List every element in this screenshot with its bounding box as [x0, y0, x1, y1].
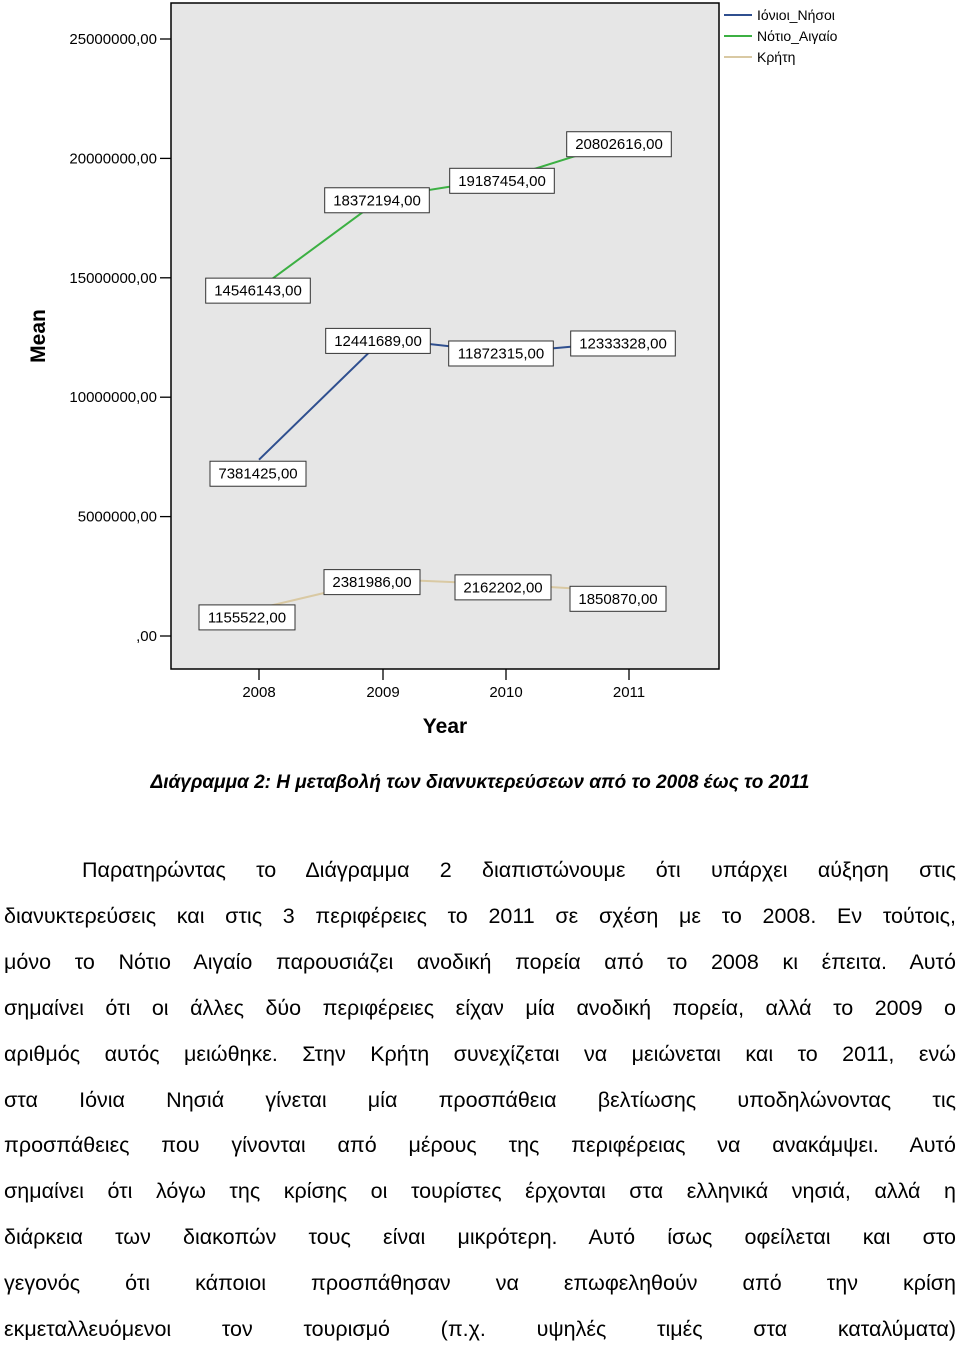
y-tick-label: 20000000,00 [69, 150, 157, 168]
data-label: 18372194,00 [333, 192, 421, 210]
paragraph-line: σημαίνει ότι οι άλλες δύο περιφέρειες είχαν μία ανοδική πορεία, αλλά το 2009 ο [4, 995, 956, 1020]
paragraph-line: διάρκεια των διακοπών τους είναι μικρότερη. Αυτό ίσως οφείλεται και στο [4, 1225, 956, 1250]
y-tick-label: ,00 [136, 628, 157, 645]
y-axis-title: Mean [27, 309, 50, 363]
body-paragraph [4, 848, 956, 1353]
paragraph-line: στα Ιόνια Νησιά γίνεται μία προσπάθεια βελτίωσης υποδηλώνοντας τις [4, 1087, 956, 1112]
x-tick-label: 2008 [242, 684, 276, 701]
x-axis-title: Year [422, 715, 468, 738]
paragraph-line: γεγονός ότι κάποιοι προσπάθησαν να επωφεληθούν από την κρίση [4, 1271, 956, 1296]
paragraph-line: αριθμός αυτός μειώθηκε. Στην Κρήτη συνεχίζεται να μειώνεται και το 2011, ενώ [4, 1041, 956, 1066]
y-tick-label: 25000000,00 [69, 31, 157, 48]
paragraph-line: προσπάθειες που γίνονται από μέρους της περιφέρειας να ανακάμψει. Αυτό [4, 1133, 956, 1158]
data-label: 11872315,00 [457, 345, 545, 363]
data-label: 2381986,00 [332, 574, 412, 592]
legend-label: Κρήτη [757, 49, 796, 65]
x-axis [242, 669, 645, 701]
paragraph-line: εκμεταλλευόμενοι τον τουρισμό (π.χ. υψηλές τιμές στα καταλύματα) [4, 1317, 956, 1342]
x-tick-label: 2009 [366, 684, 400, 701]
data-label: 20802616,00 [575, 136, 663, 154]
data-label: 19187454,00 [458, 172, 546, 190]
data-label: 14546143,00 [214, 282, 302, 300]
y-axis [69, 31, 171, 645]
paragraph-line: μόνο το Νότιο Αιγαίο παρουσιάζει ανοδική πορεία από το 2008 κι έπειτα. Αυτό [4, 949, 956, 974]
chart-caption: Διάγραμμα 2: Η μεταβολή των διανυκτερεύσεων από το 2008 έως το 2011 [150, 772, 810, 793]
data-label: 1155522,00 [207, 609, 287, 627]
paragraph-line: διανυκτερεύσεις και στις 3 περιφέρειες το 2011 σε σχέση με το 2008. Εν τούτοις, [4, 903, 956, 928]
legend-label: Νότιο_Αιγαίο [757, 28, 838, 44]
x-tick-label: 2010 [489, 684, 523, 701]
legend [721, 3, 958, 66]
y-tick-label: 10000000,00 [69, 389, 157, 407]
data-label: 2162202,00 [463, 579, 543, 597]
data-label: 1850870,00 [578, 590, 658, 608]
data-label: 7381425,00 [218, 465, 298, 483]
paragraph-line: σημαίνει ότι λόγω της κρίσης οι τουρίστες έρχονται στα ελληνικά νησιά, αλλά η [4, 1179, 956, 1204]
y-tick-label: 5000000,00 [77, 508, 157, 526]
y-tick-label: 15000000,00 [69, 269, 157, 287]
x-tick-label: 2011 [612, 684, 646, 701]
legend-label: Ιόνιοι_Νήσοι [757, 7, 835, 23]
data-label: 12441689,00 [334, 332, 422, 350]
data-label: 12333328,00 [579, 335, 667, 353]
paragraph-line: Παρατηρώντας το Διάγραμμα 2 διαπιστώνουμε ότι υπάρχει αύξηση στις [82, 858, 956, 882]
